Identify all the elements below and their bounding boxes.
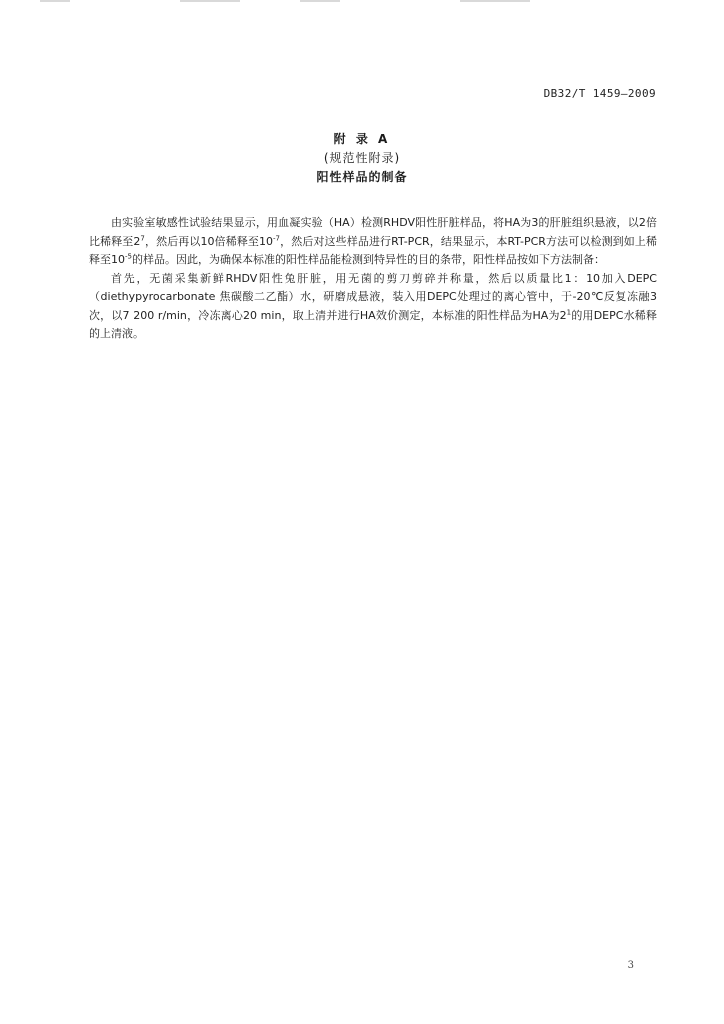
text-run: 的用DEPC水稀释的上清液。 <box>89 308 657 340</box>
superscript: 1 <box>566 307 572 316</box>
superscript: -5 <box>125 252 132 261</box>
superscript: 7 <box>140 233 145 242</box>
scan-artifact <box>460 0 530 2</box>
document-code: DB32/T 1459—2009 <box>543 87 656 100</box>
scan-artifact <box>40 0 70 2</box>
text-run: ，然后对这些样品进行RT-PCR，结果显示，本RT-PCR方法可以检测到如上稀释至10 <box>89 234 657 266</box>
paragraph-2 <box>89 270 657 344</box>
text-run: 由实验室敏感性试验结果显示，用血凝实验（HA）检测RHDV阳性肝脏样品，将HA为3的肝脏组织悬液，以2倍比稀释至2 <box>89 216 657 248</box>
body-text <box>89 214 657 344</box>
scan-artifact <box>300 0 340 2</box>
text-run: 首先，无菌采集新鲜RHDV阳性兔肝脏，用无菌的剪刀剪碎并称量，然后以质量比1：10加入DEPC（diethypyrocarbonate 焦碳酸二乙酯）水，研磨成悬液，装入用DEPC处理过的离心管中，于-20℃反复冻融3次，以7 200 r/min，冷冻离心20 min，取上清并进行HA效价测定，本标准的阳性样品为HA为2 <box>89 271 657 322</box>
appendix-title: 附 录 A <box>333 132 391 146</box>
appendix-header <box>0 130 724 187</box>
page-number: 3 <box>627 960 634 971</box>
scan-artifact <box>180 0 240 2</box>
appendix-name: 阳性样品的制备 <box>316 170 408 184</box>
text-run: 的样品。因此，为确保本标准的阳性样品能检测到特异性的目的条带，阳性样品按如下方法制备： <box>131 253 605 266</box>
text-run: ，然后再以10倍稀释至10 <box>144 234 274 248</box>
superscript: -7 <box>273 233 281 242</box>
paragraph-1 <box>89 214 657 270</box>
appendix-type: (规范性附录) <box>323 151 401 165</box>
